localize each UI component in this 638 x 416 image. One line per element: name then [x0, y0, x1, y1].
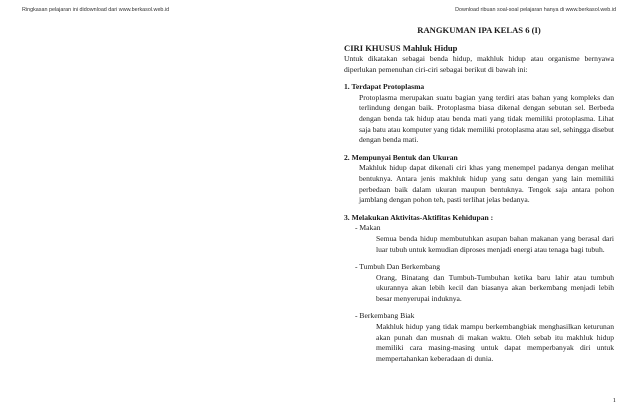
header-right-note: Download ribuan soal-soal pelajaran hanya di www.berkasol.web.id — [455, 7, 616, 13]
section-protoplasma — [344, 82, 614, 146]
header-left-note: Ringkasan pelajaran ini didownload dari www.berkasol.web.id — [22, 7, 170, 13]
section-bentuk-ukuran — [344, 153, 614, 206]
intro-paragraph: Untuk dikatakan sebagai benda hidup, makhluk hidup atau organisme bernyawa diperlukan pemenuhan ciri-ciri sebagai berikut di bawah ini: — [344, 54, 614, 74]
section-body: Protoplasma merupakan suatu bagian yang terdiri atas bahan yang kompleks dan terlindung dengan baik. Protoplasma biasa dikenal dengan sebutan sel. Berbeda dengan benda tak hidup atau benda mati yang tidak memiliki protoplasma. Lihat saja batu atau komputer yang tidak memiliki protoplasma atau sel, sehingga disebut dengan benda mati. — [359, 92, 614, 145]
subsection-berkembang-biak — [355, 311, 614, 364]
subsection-title: - Tumbuh Dan Berkembang — [355, 262, 441, 272]
subsection-tumbuh — [355, 262, 614, 304]
section-aktivitas — [344, 213, 614, 365]
section-title: 2. Mempunyai Bentuk dan Ukuran — [344, 152, 458, 162]
section-body: Makhluk hidup dapat dikenali ciri khas yang menempel padanya dengan melihat bentuknya. Antara jenis makhluk hidup yang satu dengan yang lain memiliki perbedaan baik dalam ukuran maupun bentuknya. Tengok saja antara pohon jamblang dengan pohon teh, pasti terlihat jelas bedanya. — [359, 163, 614, 205]
content-column — [344, 43, 614, 371]
subsection-makan — [355, 223, 614, 255]
subsection-body: Orang, Binatang dan Tumbuh-Tumbuhan ketika baru lahir atau tumbuh ukurannya akan lebih kecil dan biasanya akan berkembang menjadi lebih besar menyerupai induknya. — [376, 272, 614, 303]
section-title: 1. Terdapat Protoplasma — [344, 82, 425, 92]
subsection-body: Makhluk hidup yang tidak mampu berkembangbiak menghasilkan keturunan akan punah dan musnah di makan waktu. Oleh sebab itu makhluk hidup memiliki cara masing-masing untuk dapat memperbanyak diri untuk mempertahankan keberadaan di dunia. — [376, 322, 614, 363]
section-heading: CIRI KHUSUS Mahluk Hidup — [344, 43, 458, 53]
subsection-title: - Makan — [355, 223, 381, 233]
page-number: 1 — [612, 397, 616, 404]
section-title: 3. Melakukan Aktivitas-Aktifitas Kehidupan : — [344, 212, 494, 222]
subsection-body: Semua benda hidup membutuhkan asupan bahan makanan yang berasal dari luar tubuh untuk kemudian diproses menjadi energi atau tenaga bagi tubuh. — [376, 233, 614, 254]
document-title: RANGKUMAN IPA KELAS 6 (I) — [417, 25, 541, 35]
subsection-title: - Berkembang Biak — [355, 311, 415, 321]
